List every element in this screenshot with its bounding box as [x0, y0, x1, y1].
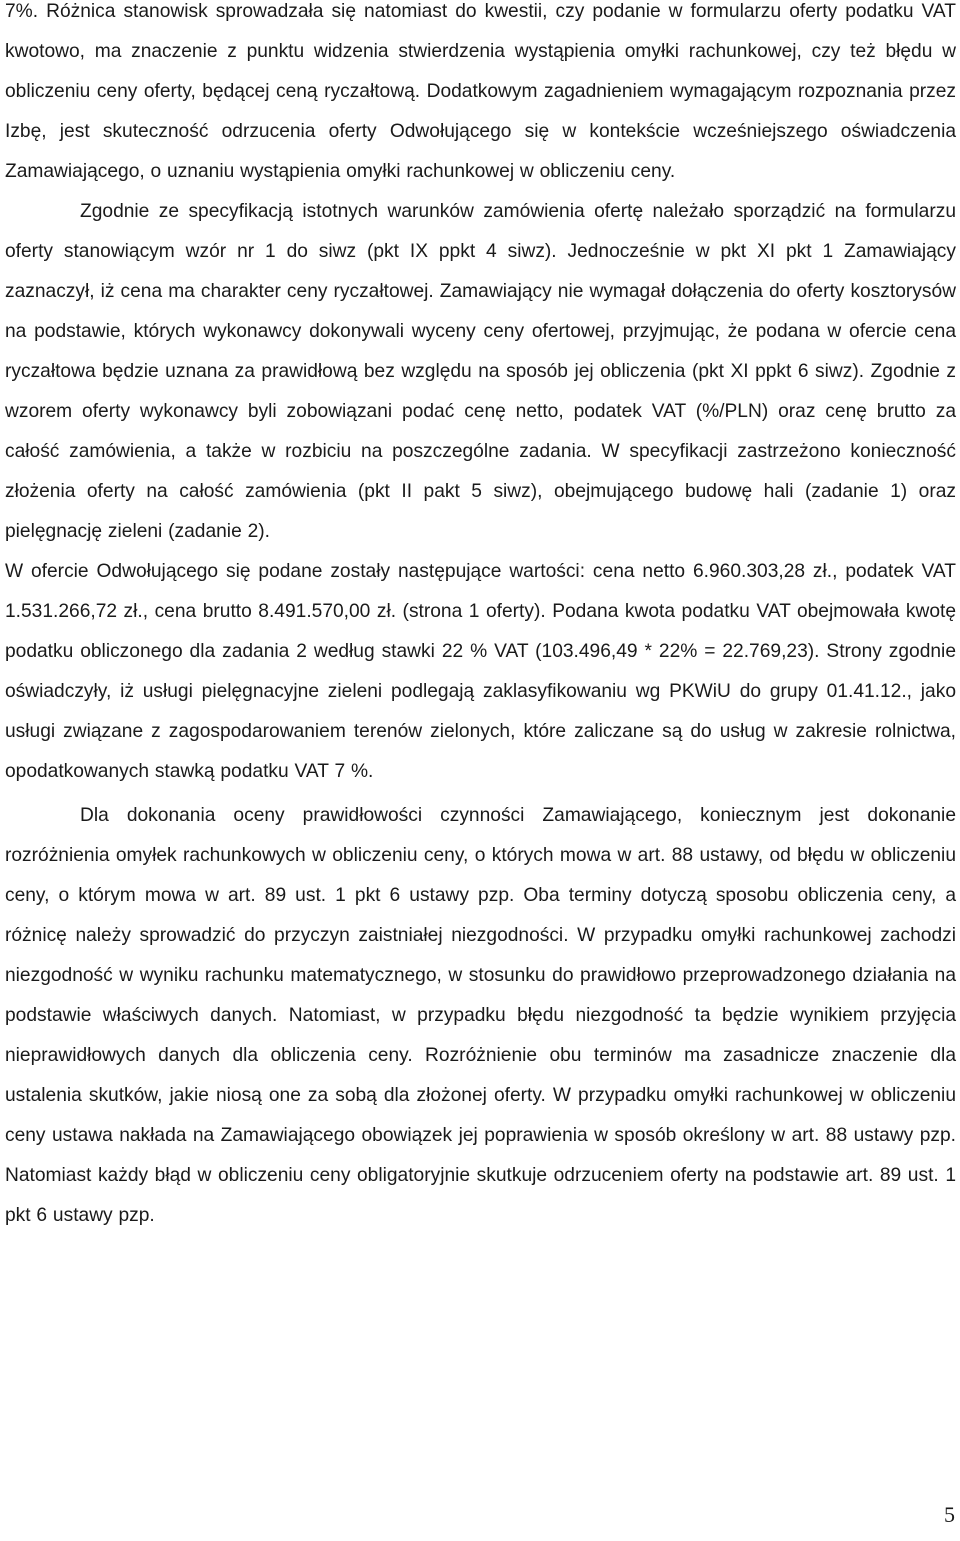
page-number: 5: [944, 1502, 955, 1527]
paragraph-3: W ofercie Odwołującego się podane zostały następujące wartości: cena netto 6.960.303,28 zł., podatek VAT 1.531.266,72 zł., cena brutto 8.491.570,00 zł. (strona 1 oferty). Podana kwota podatku VAT obejmowała kwotę podatku obliczonego dla zadania 2 według stawki 22 % VAT (103.496,49 * 22% = 22.769,23). Strony zgodnie oświadczyły, iż usługi pielęgnacyjne zieleni podlegają zaklasyfikowaniu wg PKWiU do grupy 01.41.12., jako usługi związane z zagospodarowaniem terenów zielonych, które zaliczane są do usług w zakresie rolnictwa, opodatkowanych stawką podatku VAT 7 %.: [5, 561, 956, 782]
paragraph-4: Dla dokonania oceny prawidłowości czynności Zamawiającego, koniecznym jest dokonanie rozróżnienia omyłek rachunkowych w obliczeniu ceny, o których mowa w art. 88 ustawy, od błędu w obliczeniu ceny, o którym mowa w art. 89 ust. 1 pkt 6 ustawy pzp. Oba terminy dotyczą sposobu obliczenia ceny, a różnicę należy sprowadzić do przyczyn zaistniałej niezgodności. W przypadku omyłki rachunkowej zachodzi niezgodność w wyniku rachunku matematycznego, w stosunku do prawidłowo przeprowadzonego działania na podstawie właściwych danych. Natomiast, w przypadku błędu niezgodność ta będzie wynikiem przyjęcia nieprawidłowych danych dla obliczenia ceny. Rozróżnienie obu terminów ma zasadnicze znaczenie dla ustalenia skutków, jakie niosą one za sobą dla złożonej oferty. W przypadku omyłki rachunkowej w obliczeniu ceny ustawa nakłada na Zamawiającego obowiązek jej poprawienia w sposób określony w art. 88 ustawy pzp. Natomiast każdy błąd w obliczeniu ceny obligatoryjnie skutkuje odrzuceniem oferty na podstawie art. 89 ust. 1 pkt 6 ustawy pzp.: [5, 805, 956, 1226]
paragraph-1: 7%. Różnica stanowisk sprowadzała się natomiast do kwestii, czy podanie w formularzu oferty podatku VAT kwotowo, ma znaczenie z punktu widzenia stwierdzenia wystąpienia omyłki rachunkowej, czy też błędu w obliczeniu ceny oferty, będącej ceną ryczałtową. Dodatkowym zagadnieniem wymagającym rozpoznania przez Izbę, jest skuteczność odrzucenia oferty Odwołującego się w kontekście wcześniejszego oświadczenia Zamawiającego, o uznaniu wystąpienia omyłki rachunkowej w obliczeniu ceny.: [5, 1, 956, 182]
paragraph-2: Zgodnie ze specyfikacją istotnych warunków zamówienia ofertę należało sporządzić na formularzu oferty stanowiącym wzór nr 1 do siwz (pkt IX ppkt 4 siwz). Jednocześnie w pkt XI pkt 1 Zamawiający zaznaczył, iż cena ma charakter ceny ryczałtowej. Zamawiający nie wymagał dołączenia do oferty kosztorysów na podstawie, których wykonawcy dokonywali wyceny ceny ofertowej, przyjmując, że podana w ofercie cena ryczałtowa będzie uznana za prawidłową bez względu na sposób jej obliczenia (pkt XI ppkt 6 siwz). Zgodnie z wzorem oferty wykonawcy byli zobowiązani podać cenę netto, podatek VAT (%/PLN) oraz cenę brutto za całość zamówienia, a także w rozbiciu na poszczególne zadania. W specyfikacji zastrzeżono konieczność złożenia oferty na całość zamówienia (pkt II pakt 5 siwz), obejmującego budowę hali (zadanie 1) oraz pielęgnację zieleni (zadanie 2).: [5, 201, 956, 542]
document-page: [5, 0, 956, 1236]
